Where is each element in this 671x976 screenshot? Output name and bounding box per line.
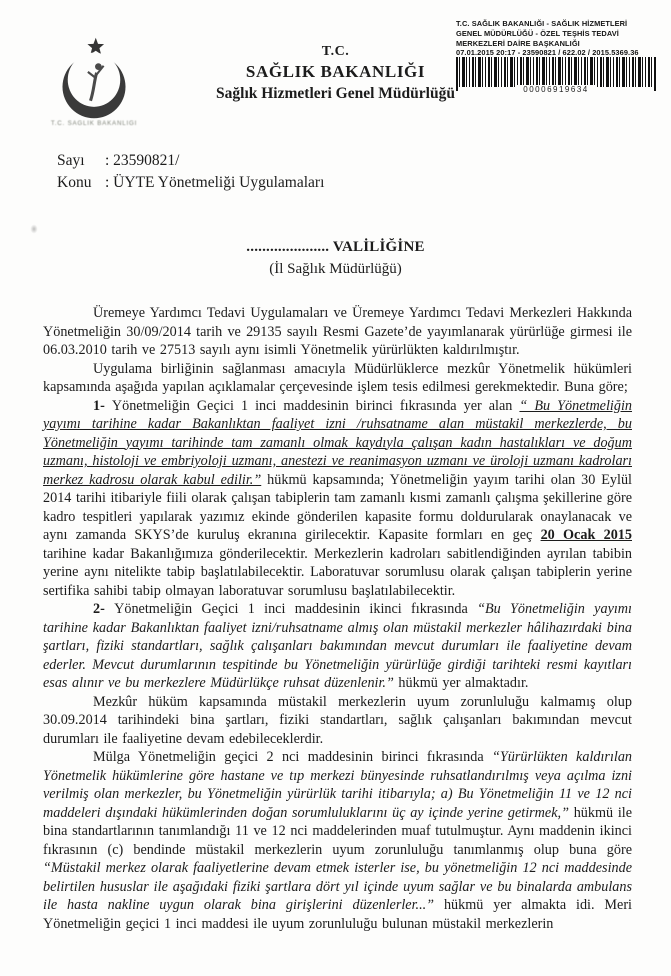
text-run: “Müstakil merkez olarak faaliyetlerine devam etmek isterler ise, bu yönetmeliğin 12 nci maddesinde belirtilen hususlar ile aşağıdaki fiziki şartlara dört yıl içinde uyum sağlar ve bu binalarda ambulans ile hasta nakline uygun olarak bina girişlerini düzenlerler...” bbox=[43, 860, 632, 913]
addressee-line: ..................... VALİLİĞİNE bbox=[246, 239, 425, 255]
stamp-line: T.C. SAĞLIK BAKANLIĞI - SAĞLIK HİZMETLERİ bbox=[456, 19, 628, 28]
stamp-date-line: 07.01.2015 20:17 - 23590821 / 622.02 / 2015.5369.36 bbox=[456, 48, 639, 58]
text-run: hükmü yer almakta idi. Meri Yönetmeliğin geçici 1 inci maddesi ile uyum zorunluluğu bulunan müstakil merkezlerin bbox=[43, 897, 632, 932]
addressee-subline: (İl Sağlık Müdürlüğü) bbox=[269, 261, 402, 277]
body-paragraph bbox=[43, 360, 632, 397]
letterhead-directorate: Sağlık Hizmetleri Genel Müdürlüğü bbox=[216, 85, 455, 102]
scan-speck bbox=[30, 224, 38, 234]
text-run: “Bu Yönetmeliğin yayımı tarihine kadar Bakanlıktan faaliyet izni/ruhsatname almış olan müstakil merkezler hâlihazırdaki bina şartları, fiziki standartları, sağlık çalışanları bakımından mevcut durumları ile faaliyetine devam ederler. Mevcut durumlarının tespitinde bu Yönetmeliğin yürürlüğe girdiği tarihteki resmi kayıtları esas alınır ve bu merkezlere Müdürlükçe ruhsat düzenlenir.” bbox=[43, 601, 632, 691]
stamp-line: GENEL MÜDÜRLÜĞÜ - ÖZEL TEŞHİS TEDAVİ bbox=[456, 28, 619, 38]
registration-stamp bbox=[456, 19, 664, 58]
sayi-label: Sayı bbox=[57, 152, 85, 169]
text-run: Uygulama birliğinin sağlanması amacıyla Müdürlüklerce mezkûr Yönetmelik hükümleri kapsamında aşağıda yapılan açıklamalar çerçevesinde işlem tesis edilmesi gerekmektedir. Buna göre; bbox=[43, 360, 632, 395]
letterhead-ministry: SAĞLIK BAKANLIĞI bbox=[245, 62, 426, 81]
letter-body bbox=[43, 304, 632, 933]
text-run: hükmü yer almaktadır. bbox=[393, 675, 529, 691]
emblem-caption: T.C. SAĞLIK BAKANLIĞI bbox=[50, 120, 138, 127]
sayi-row bbox=[57, 150, 324, 172]
body-paragraph bbox=[43, 748, 632, 933]
konu-row bbox=[57, 172, 324, 194]
sayi-value: : 23590821/ bbox=[105, 152, 180, 169]
text-run: “Yürürlükten kaldırılan Yönetmelik hükümlerine göre hastane ve tıp merkezi bünyesinde ruhsatlandırılmış veya açılma izni verilmiş olan merkezler, bu Yönetmeliğin yürürlük tarihi itibarıyla; a) Bu Yönetmeliğin 11 ve 12 nci maddeleri dışındaki hükümlerinden doğan sorumluluklarını üç ay içinde yerine getirmek,” bbox=[43, 749, 633, 821]
text-run: Mezkûr hüküm kapsamında müstakil merkezlerin uyum zorunluluğu kalmamış olup 30.09.2014 tarihindeki bina şartları, fiziki standartları, sağlık çalışanları bakımından mevcut durumları ile faaliyetine devam edebileceklerdir. bbox=[43, 693, 632, 747]
text-run: hükmü kapsamında; Yönetmeliğin yayım tarihi olan 30 Eylül 2014 tarihi itibariyle fiili olarak çalışan tabiplerin tam zamanlı kısmi zamanlı çalışma şekillerine göre kadro tespitleri yapılarak yazımız ekinde gönderilen kapasite formu doldurularak onaylanacak ve aynı zamanda SKYS’de kuruluş ekranına girilecektir. Kapasite formları en geç bbox=[43, 471, 632, 543]
text-run: Yönetmeliğin Geçici 1 inci maddesinin birinci fıkrasında yer alan bbox=[111, 397, 520, 414]
barcode-number: 00006919634 bbox=[515, 85, 596, 95]
text-run: Yönetmeliğin Geçici 1 inci maddesinin ikinci fıkrasında bbox=[114, 601, 478, 617]
text-run: Mülga Yönetmeliğin geçici 2 nci maddesinin birinci fıkrasında bbox=[93, 749, 492, 765]
text-run: 2- bbox=[93, 601, 115, 617]
text-run: “ Bu Yönetmeliğin yayımı tarihine kadar Bakanlıktan faaliyet izni /ruhsatname alan müstakil merkezlerde, bu Yönetmeliğin yayımı tarihinde tam zamanlı olmak kaydıyla çalışan kadın hastalıkları ve doğum uzmanı, histoloji ve embriyoloji uzmanı, anestezi ve reanimasyon uzmanı ve üroloji uzmanı kadroları merkez kadrosu olarak kabul edilir.” bbox=[43, 397, 632, 488]
text-run: tarihine kadar Bakanlığımıza gönderilecektir. Merkezlerin kadroları sabitlendiğinden ayrılan tabibin yerine aynı nitelikte tabip başlatılabilecektir. Laboratuvar sorumlusu olarak çalışan tabiplerin yerine sertifika sahibi tabip olmayan laboratuvar sorumlusu başlatılabilecektir. bbox=[43, 545, 632, 599]
addressee-block bbox=[0, 239, 671, 278]
body-paragraph bbox=[43, 397, 632, 601]
letterhead-tc: T.C. bbox=[321, 44, 350, 59]
konu-value: : ÜYTE Yönetmeliği Uygulamaları bbox=[105, 174, 325, 191]
letter-meta bbox=[57, 150, 324, 194]
body-paragraph bbox=[43, 693, 632, 749]
text-run: hükmü ile bina standartlarının tanımlandığı 11 ve 12 nci maddelerinden muaf tutulmuştur. Aynı maddenin ikinci fıkrasının (c) bendinde müstakil merkezlerin uyum zorunluluğu tanımlanmış olup buna göre bbox=[43, 804, 633, 858]
body-paragraph bbox=[43, 304, 632, 360]
text-run: 20 Ocak 2015 bbox=[540, 527, 632, 543]
konu-label: Konu bbox=[57, 174, 92, 191]
text-run: 1- bbox=[93, 397, 112, 414]
body-paragraph bbox=[43, 600, 632, 693]
barcode bbox=[456, 57, 656, 95]
stamp-line: MERKEZLERİ DAİRE BAŞKANLIĞI bbox=[456, 38, 580, 48]
barcode-bars bbox=[456, 57, 656, 87]
text-run: Üremeye Yardımcı Tedavi Uygulamaları ve Üremeye Yardımcı Tedavi Merkezleri Hakkında Yönetmeliğin 30/09/2014 tarih ve 29135 sayılı Resmi Gazete’de yayımlanarak yürürlüğe girmesi ile 06.03.2010 tarih ve 27513 sayılı aynı isimli Yönetmelik yürürlükten kaldırılmıştır. bbox=[43, 305, 632, 358]
